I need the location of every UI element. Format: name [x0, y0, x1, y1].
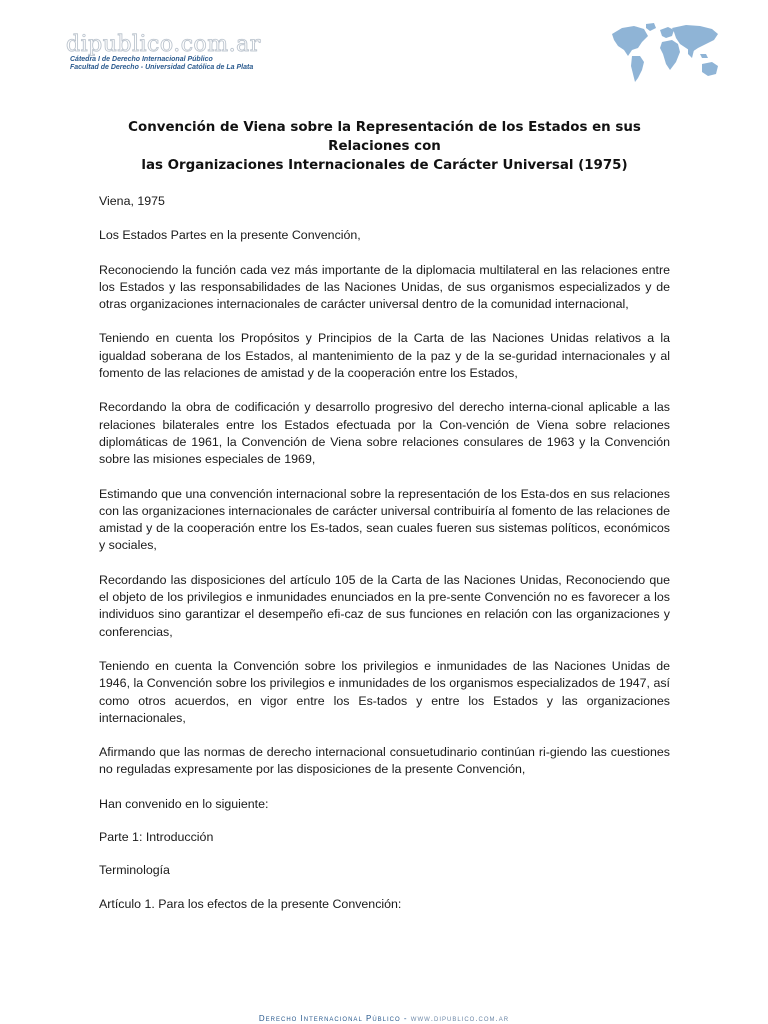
paragraph-estimando: Estimando que una convención internacional sobre la representación de los Esta-dos en sus relaciones con las organizaciones internacionales de carácter universal contribuiría al fomento de las relaciones de amistad y de la cooperación entre los Es-tados, sean cuales fueren sus sistemas políticos, económicos y sociales,	[99, 486, 670, 553]
paragraph-preamble-intro: Los Estados Partes en la presente Convención,	[99, 228, 361, 243]
document-title-line2: las Organizaciones Internacionales de Carácter Universal (1975)	[141, 158, 628, 173]
document-body	[99, 118, 670, 929]
section-heading-part-1: Parte 1: Introducción	[99, 830, 214, 845]
footer-separator: -	[400, 1014, 411, 1023]
logo-subtitle-line1: Cátedra I de Derecho Internacional Público	[70, 56, 213, 63]
paragraph-reconociendo: Reconociendo la función cada vez más importante de la diplomacia multilateral en las relaciones entre los Estados y las responsabilidades de las Naciones Unidas, de sus organismos especializados y de otras organizaciones internacionales de carácter universal dentro de la comunidad internacional,	[99, 262, 670, 312]
page-header	[0, 0, 768, 100]
logo-subtitle-line2: Facultad de Derecho - Universidad Católica de La Plata	[70, 64, 254, 71]
world-map-icon	[608, 20, 724, 86]
paragraph-recordando-2: Recordando las disposiciones del artículo 105 de la Carta de las Naciones Unidas, Reconociendo que el objeto de los privilegios e inmunidades enunciados en la pre-sente Convención no es favorecer a los individuos sino garantizar el desempeño efi-caz de sus funciones en relación con las organizaciones y conferencias,	[99, 572, 670, 639]
document-title-line1: Convención de Viena sobre la Representación de los Estados en sus Relaciones con	[128, 120, 641, 154]
logo-title: dipublico.com.ar	[66, 32, 261, 57]
page-footer	[0, 1014, 768, 1023]
paragraph-teniendo-en-cuenta-1: Teniendo en cuenta los Propósitos y Principios de la Carta de las Naciones Unidas relativos a la igualdad soberana de los Estados, al mantenimiento de la paz y de la se-guridad internacionales y al fomento de las relaciones de amistad y de la cooperación entre los Estados,	[99, 331, 670, 381]
paragraph-han-convenido: Han convenido en lo siguiente:	[99, 796, 269, 811]
paragraph-teniendo-en-cuenta-2: Teniendo en cuenta la Convención sobre los privilegios e inmunidades de las Naciones Unidas de 1946, la Convención sobre los privilegios e inmunidades de los organismos especializados de 1947, así como otros acuerdos, en vigor entre los Es-tados y entre los Estados y las organizaciones internacionales,	[99, 658, 670, 725]
paragraph-recordando-1: Recordando la obra de codificación y desarrollo progresivo del derecho interna-cional aplicable a las relaciones bilaterales entre los Estados efectuada por la Con-vención de Viena sobre relaciones diplomáticas de 1961, la Convención de Viena sobre relaciones consulares de 1963 y la Convención sobre las misiones especiales de 1969,	[99, 400, 670, 467]
footer-url-link[interactable]: www.dipublico.com.ar	[410, 1014, 510, 1023]
section-heading-terminologia: Terminología	[99, 863, 170, 878]
footer-label: Derecho Internacional Público	[258, 1014, 401, 1023]
article-1-heading: Artículo 1. Para los efectos de la presente Convención:	[99, 896, 402, 911]
site-logo[interactable]	[66, 34, 261, 72]
document-title	[99, 118, 670, 175]
place-date: Viena, 1975	[99, 194, 165, 208]
paragraph-afirmando: Afirmando que las normas de derecho internacional consuetudinario continúan ri-giendo las cuestiones no reguladas expresamente por las disposiciones de la presente Convención,	[99, 745, 670, 777]
